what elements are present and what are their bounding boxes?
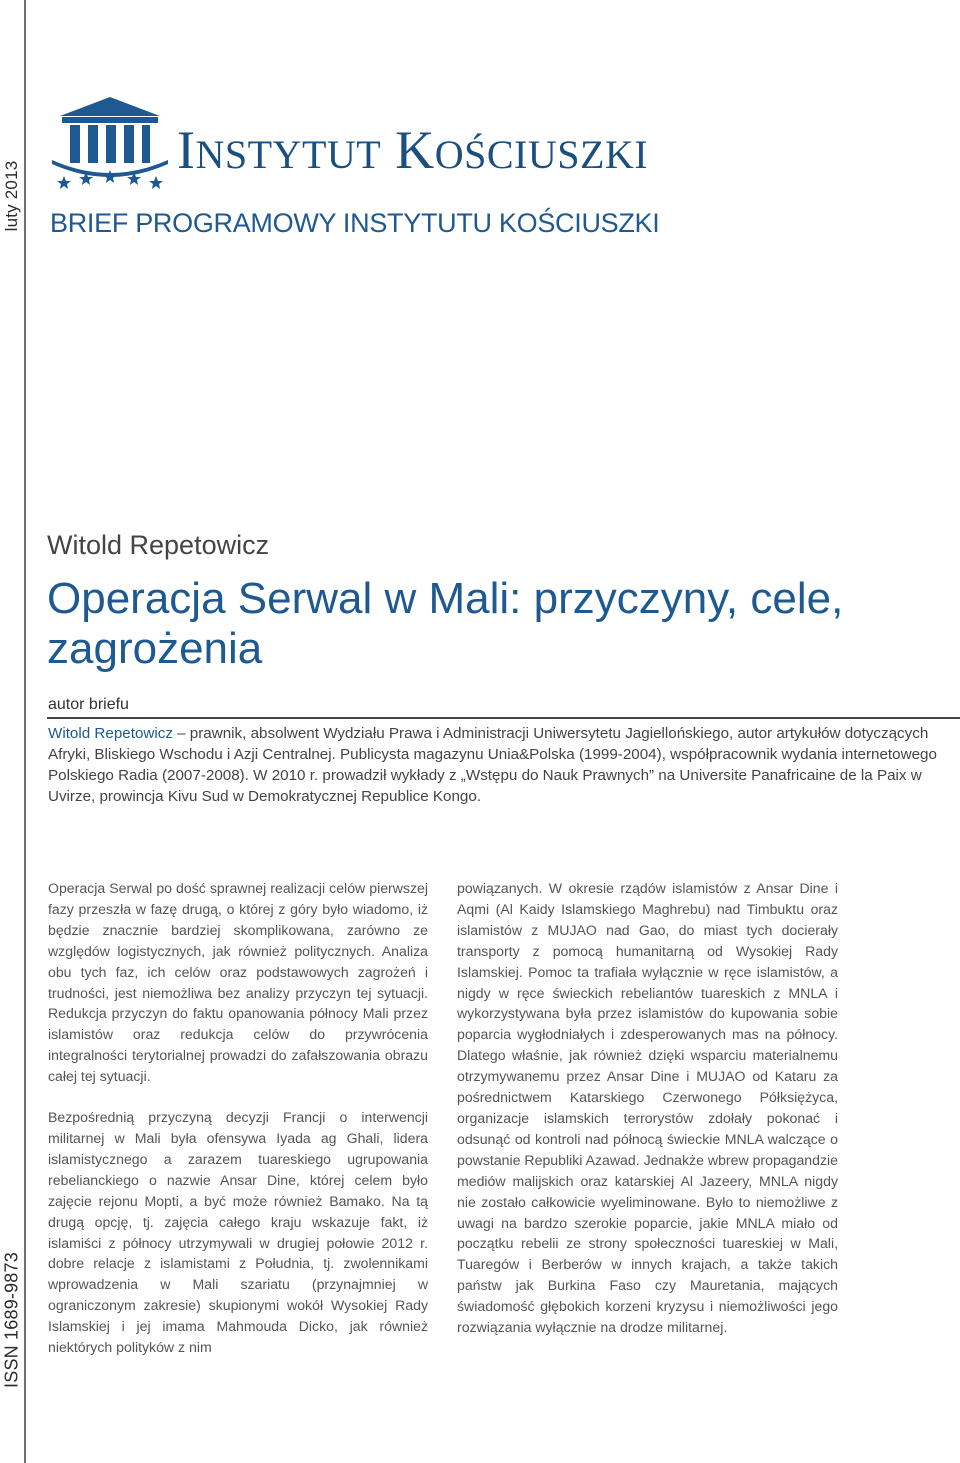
bio-author-name: Witold Repetowicz	[48, 725, 173, 742]
issn-number: ISSN 1689-9873	[1, 1252, 22, 1388]
author-bio	[48, 723, 938, 807]
body-paragraph: Bezpośrednią przyczyną decyzji Francji o interwencji militarnej w Mali była ofensywa Iyada ag Ghali, lidera islamistycznego a zarazem tuareskiego ugrupowania rebelianckiego o nazwie Ansar Dine, której celem było zajęcie rejonu Mopti, a być może również Bamako. Na tą drugą opcję, tj. zajęcia całego kraju wskazuje fakt, iż islamiści z północy utrzymywali w drugiej połowie 2012 r. dobre relacje z islamistami z Południa, tj. zwolennikami wprowadzenia w Mali szariatu (przynajmniej w ograniczonym zakresie) skupionymi wokół Wysokiej Rady Islamskiej i jej imama Mahmouda Dicko, jak również niektórych polityków z nim	[48, 1109, 428, 1356]
brand-rest-2: OŚCIUSZKI	[434, 132, 649, 177]
body-column-right	[457, 878, 838, 1358]
author-name: Witold Repetowicz	[47, 530, 270, 560]
article-title: Operacja Serwal w Mali: przyczyny, cele, zagrożenia	[47, 574, 844, 673]
issue-date: luty 2013	[2, 160, 21, 232]
brand-rest-1: NSTYTUT	[195, 132, 382, 177]
sidebar-rule	[24, 0, 26, 1463]
section-divider	[47, 717, 960, 719]
body-column-left	[48, 878, 428, 1378]
series-title: BRIEF PROGRAMOWY INSTYTUTU KOŚCIUSZKI	[50, 208, 660, 238]
brand-initial-2: K	[395, 120, 435, 180]
brand-initial-1: I	[177, 120, 196, 180]
body-paragraph: Operacja Serwal po dość sprawnej realizacji celów pierwszej fazy przeszła w fazę drugą, o której z góry było wiadomo, iż będzie znacznie bardziej skomplikowana, zarówno ze względów logistycznych, jak również politycznych. Analiza obu tych faz, ich celów oraz podstawowych zagrożeń i trudności, jest niemożliwa bez analizy przyczyn tej sytuacji. Redukcja przyczyn do faktu opanowania północy Mali przez islamistów oraz redukcja celów do przywrócenia integralności terytorialnej prowadzi do zafałszowania obrazu całej tej sytuacji.	[48, 880, 428, 1085]
institute-name	[177, 120, 648, 180]
body-paragraph: powiązanych. W okresie rządów islamistów z Ansar Dine i Aqmi (Al Kaidy Islamskiego Maghrebu) nad Timbuktu oraz islamistów z MUJAO nad Gao, do miast tych docierały transporty z pomocą humanitarną od Wysokiej Rady Islamskiej. Pomoc ta trafiała wyłącznie w ręce islamistów, a nigdy w ręce świeckich rebeliantów tuareskich z MNLA i wykorzystywana była przez islamistów do kupowania sobie poparcia wygłodniałych i zdesperowanych mas na północy. Dlatego właśnie, jak również dzięki wsparciu materialnemu otrzymywanemu przez Ansar Dine i MUJAO od Kataru za pośrednictwem Katarskiego Czerwonego Półksiężyca, organizacje islamskich terrorystów zdołały pokonać i odsunąć od kontroli nad północą świeckie MNLA walczące o powstanie Republiki Azawad. Jednakże wbrew propagandzie mediów malijskich oraz katarskiej Al Jazeery, MNLA nigdy nie zostało całkowicie wyeliminowane. Było to niemożliwe z uwagi na bardzo szerokie poparcie, jakie MNLA miało od początku rebelii ze strony społeczności tuareskiej w Mali, Tuaregów i Berberów w innych krajach, a także takich państw jak Burkina Faso czy Mauretania, mających świadomość głębokich korzeni kryzysu i niemożliwości jego rozwiązania wyłącznie na drodze militarnej.	[457, 880, 838, 1336]
author-label: autor briefu	[48, 696, 129, 713]
bio-text: – prawnik, absolwent Wydziału Prawa i Administracji Uniwersytetu Jagiellońskiego, autor artykułów dotyczących Afryki, Bliskiego Wschodu i Azji Centralnej. Publicysta magazynu Unia&Polska (1999-2004), współpracownik wydania internetowego Polskiego Radia (2007-2008). W 2010 r. prowadził wykłady z „Wstępu do Nauk Prawnych” na Universite Panafricaine de la Paix w Uvirze, prowincja Kivu Sud w Demokratycznej Republice Kongo.	[48, 725, 937, 805]
institute-logo	[50, 94, 170, 192]
